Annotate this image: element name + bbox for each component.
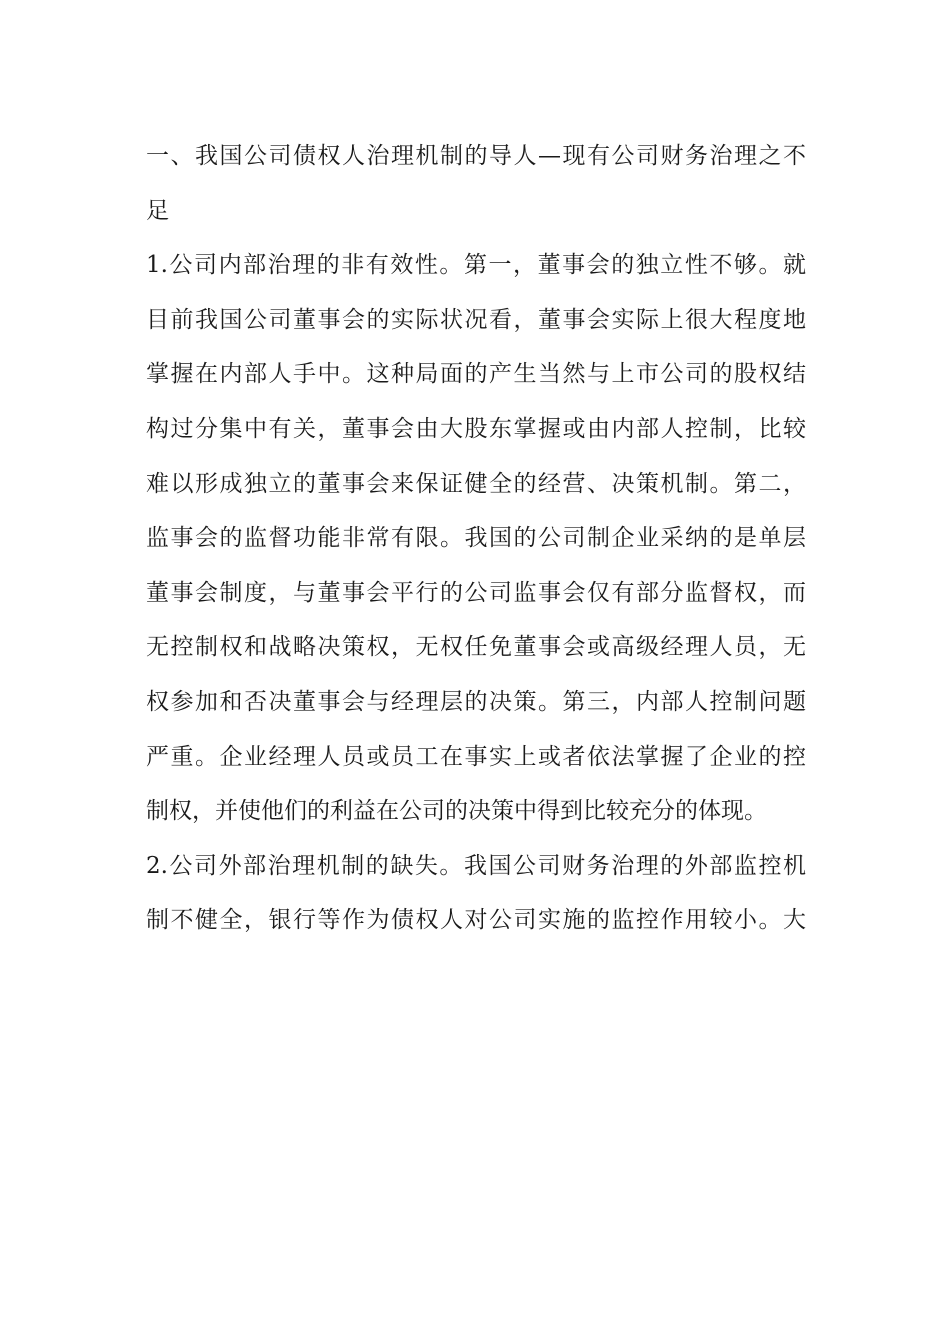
paragraph-line: 董事会制度，与董事会平行的公司监事会仅有部分监督权，而 xyxy=(146,579,806,606)
paragraph-line: 制权，并使他们的利益在公司的决策中得到比较充分的体现。 xyxy=(146,798,767,825)
paragraph-line: 无控制权和战略决策权，无权任免董事会或高级经理人员，无 xyxy=(146,634,806,661)
paragraph-line: 制不健全，银行等作为债权人对公司实施的监控作用较小。大 xyxy=(146,907,806,934)
paragraph-line: 权参加和否决董事会与经理层的决策。第三，内部人控制问题 xyxy=(146,688,806,715)
paragraph-line: 严重。企业经理人员或员工在事实上或者依法掌握了企业的控 xyxy=(146,743,806,770)
heading-line: 一、我国公司债权人治理机制的导人—现有公司财务治理之不 xyxy=(146,143,806,169)
paragraph-line: 掌握在内部人手中。这种局面的产生当然与上市公司的股权结 xyxy=(146,361,806,388)
paragraph-line: 2.公司外部治理机制的缺失。我国公司财务治理的外部监控机 xyxy=(146,852,806,879)
document-body xyxy=(146,129,806,948)
paragraph-line: 目前我国公司董事会的实际状况看，董事会实际上很大程度地 xyxy=(146,306,806,333)
paragraph-line: 1.公司内部治理的非有效性。第一，董事会的独立性不够。就 xyxy=(146,252,806,279)
paragraph-line: 构过分集中有关，董事会由大股东掌握或由内部人控制，比较 xyxy=(146,415,806,442)
paragraph-line: 监事会的监督功能非常有限。我国的公司制企业采纳的是单层 xyxy=(146,525,806,552)
paragraph-line: 难以形成独立的董事会来保证健全的经营、决策机制。第二， xyxy=(146,470,806,497)
heading-line: 足 xyxy=(146,197,169,224)
